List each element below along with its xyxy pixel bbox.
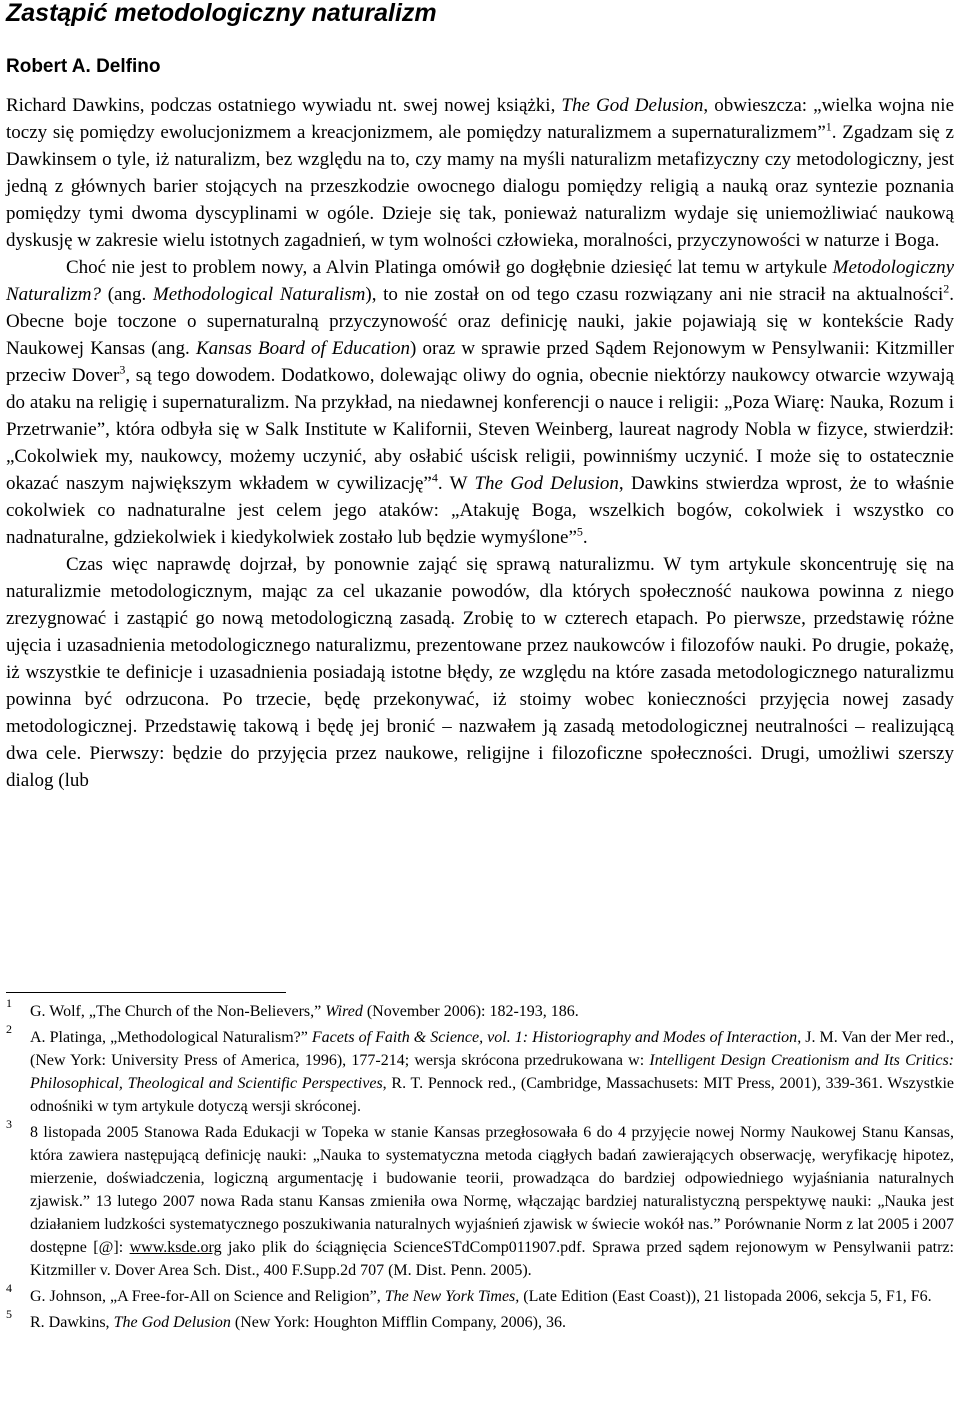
italic-text: The God Delusion (474, 473, 619, 494)
text-run: . Zgadzam się z Dawkinsem o tyle, iż naturalizm, bez względu na to, czy mamy na myśli naturalizm metafizyczny czy metodologiczny, jest jedną z głównych barier stojących na przeszkodzie owocnego dialogu pomiędzy religią a nauką oraz syntezie poznania pomiędzy tymi dwoma dyscyplinami w ogóle. Dzieje się tak, ponieważ naturalizm wydaje się uniemożliwiać naukową dyskusję w zakresie wielu istotnych zagadnień, w tym wolności człowieka, moralności, przyczynowości w naturze i Boga. (6, 122, 954, 251)
text-run: , R. T. Pennock red., (Cambridge, Massachusets: MIT Press, 2001), 339-361. Wszystkie odnośniki w tym artykule dotyczą wersji skróconej. (30, 1075, 955, 1115)
article-title: Zastąpić metodologiczny naturalizm (6, 0, 437, 27)
footnote-text (30, 1026, 954, 1118)
footnote-text (30, 1285, 954, 1308)
body-paragraph (6, 254, 954, 551)
italic-text: Facets of Faith & Science, vol. 1: Historiography and Modes of Interaction (311, 1029, 798, 1046)
text-run: ), to nie został on od tego czasu rozwiązany ani nie stracił na aktualności (365, 284, 944, 305)
footnote (6, 1117, 954, 1282)
text-run: ) oraz w sprawie przed Sądem Rejonowym w Pensylwanii: Kitzmiller przeciw Dover (6, 338, 954, 386)
italic-text: Intelligent Design Creationism and Its Critics: Philosophical, Theological and Scientific Perspectives (30, 1052, 955, 1092)
footnote (6, 1281, 954, 1308)
footnote-separator (6, 992, 286, 993)
italic-text: The New York Times, (384, 1288, 520, 1305)
footnote-number: 1 (6, 996, 12, 1010)
text-run: . W (437, 473, 475, 494)
footnote-number: 5 (6, 1307, 12, 1321)
footnote-text (30, 1000, 954, 1023)
text-run: Choć nie jest to problem nowy, a Alvin Platinga omówił go dogłębnie dziesięć lat temu w artykule (66, 257, 833, 278)
text-run: G. Wolf, „The Church of the Non-Believers,” (30, 1003, 326, 1020)
text-run: G. Johnson, „A Free-for-All on Science and Religion”, (30, 1288, 385, 1305)
text-run: 8 listopada 2005 Stanowa Rada Edukacji w Topeka w stanie Kansas przegłosowała 6 do 4 przyjęcie nowej Normy Naukowej Stanu Kansas, która zawiera następującą definicję nauki: „Nauka to systematyczna metoda ciągłych badań zawierających obserwację, weryfikację hipotez, mierzenie, doświadczenia, logiczną argumentację i budowanie teorii, prowadząca do bardziej odpowiedniego wyjaśniania naturalnych zjawisk.” 13 lutego 2007 nowa Rada stanu Kansas zmieniła owa Normę, włączając bardziej naturalistyczną perspektywę nauki: „Nauka jest działaniem ludzkości systematycznego poszukiwania naturalnych wyjaśnień zjawisk w świecie wokół nas.” Porównanie Norm z lat 2005 i 2007 dostępne [@]: (30, 1124, 954, 1256)
italic-text: Kansas Board of Education (195, 338, 411, 359)
body-paragraph (6, 92, 954, 254)
text-run: (ang. (101, 284, 153, 305)
footnote (6, 1307, 954, 1334)
footnote-ref: 3 (119, 362, 126, 377)
italic-text: The God Delusion (561, 95, 704, 116)
italic-text: Methodological Naturalism (152, 284, 366, 305)
footnote-text (30, 1311, 954, 1334)
article-body (6, 92, 954, 794)
italic-text: The God Delusion (113, 1314, 231, 1331)
text-run: (New York: Houghton Mifflin Company, 2006), 36. (230, 1314, 566, 1331)
italic-text: Wired (325, 1003, 363, 1020)
text-run: Czas więc naprawdę dojrzał, by ponownie zająć się sprawą naturalizmu. W tym artykule skoncentruję się na naturalizmie metodologicznym, mając za cel ukazanie powodów, dla których społeczność naukowa powinna z niego zrezygnować i zastąpić go nową metodologiczną zasadą. Zrobię to w czterech etapach. Po pierwsze, przedstawię różne ujęcia i uzasadnienia metodologicznego naturalizmu, prezentowane przez naukowców i filozofów nauki. Po drugie, pokażę, iż wszystkie te definicje i uzasadnienia posiadają istotne błędy, ze względu na które zasada metodologicznego naturalizmu powinna być odrzucona. Po trzecie, będę przekonywać, iż stoimy wobec konieczności przyjęcia nowej zasady metodologicznej. Przedstawię takową i będę jej bronić – nazwałem ją zasadą metodologicznej neutralności – realizującą dwa cele. Pierwszy: będzie do przyjęcia przez naukowe, religijne i filozoficzne społeczności. Drugi, umożliwi szerszy dialog (lub (6, 554, 954, 791)
footnote-number: 4 (6, 1281, 12, 1295)
text-run: . (582, 527, 588, 548)
footnote (6, 1022, 955, 1118)
text-run: , obwieszcza: „wielka wojna nie toczy się pomiędzy ewolucjonizmem a kreacjonizmem, ale pomiędzy naturalizmem a supernaturalizmem” (6, 95, 955, 143)
text-run: , Dawkins stwierdza wprost, że to właśnie cokolwiek co nadnaturalne jest celem jego ataków: „Atakuję Boga, wszelkich bogów, cokolwiek i wszystko co nadnaturalne, gdziekolwiek i kiedykolwiek zostało lub będzie wymyślone” (6, 473, 955, 548)
text-run: . Obecne boje toczone o supernaturalną przyczynowość oraz definicję nauki, jakie pojawiają się w kontekście Rady Naukowej Kansas (ang. (6, 284, 954, 359)
footnote-number: 2 (6, 1022, 12, 1036)
footnote-ref: 2 (943, 281, 950, 296)
text-run: (Late Edition (East Coast)), 21 listopada 2006, sekcja 5, F1, F6. (519, 1288, 932, 1305)
footnote (6, 996, 954, 1023)
footnote-ref: 4 (431, 470, 438, 485)
footnote-text (30, 1121, 954, 1282)
text-run: R. Dawkins, (30, 1314, 114, 1331)
text-run: A. Platinga, „Methodological Naturalism?” (30, 1029, 312, 1046)
footnotes (6, 996, 955, 1337)
text-run: , są tego dowodem. Dodatkowo, dolewając oliwy do ognia, obecnie niektórzy naukowcy otwarcie wzywają do ataku na religię i supernaturalizm. Na przykład, na niedawnej konferencji o nauce i religii: „Poza Wiarę: Nauka, Rozum i Przetrwanie”, która odbyła się w Salk Institute w Kalifornii, Steven Weinberg, laureat nagrody Nobla w fizyce, stwierdził: „Cokolwiek my, naukowcy, możemy uczynić, aby osłabić uścisk religii, powinniśmy uczynić. I może się to ostatecznie okazać naszym największym wkładem w cywilizację” (6, 365, 954, 494)
footnote-number: 3 (6, 1117, 12, 1131)
text-run: (November 2006): 182-193, 186. (362, 1003, 579, 1020)
footnote-ref: 5 (576, 524, 583, 539)
text-run: jako plik do ściągnięcia ScienceSTdComp011907.pdf. Sprawa przed sądem rejonowym w Pensylwanii patrz: Kitzmiller v. Dover Area Sch. Dist., 400 F.Supp.2d 707 (M. Dist. Penn. 2005). (30, 1239, 954, 1279)
link-text[interactable]: www.ksde.org (129, 1239, 222, 1256)
body-paragraph (6, 551, 954, 794)
article-author: Robert A. Delfino (6, 56, 161, 77)
text-run: , J. M. Van der Mer red., (New York: University Press of America, 1996), 177-214; wersja skrócona przedrukowana w: (30, 1029, 955, 1069)
italic-text: Metodologiczny Naturalizm? (6, 257, 954, 305)
footnote-ref: 1 (825, 119, 832, 134)
text-run: Richard Dawkins, podczas ostatniego wywiadu nt. swej nowej książki, (6, 95, 562, 116)
